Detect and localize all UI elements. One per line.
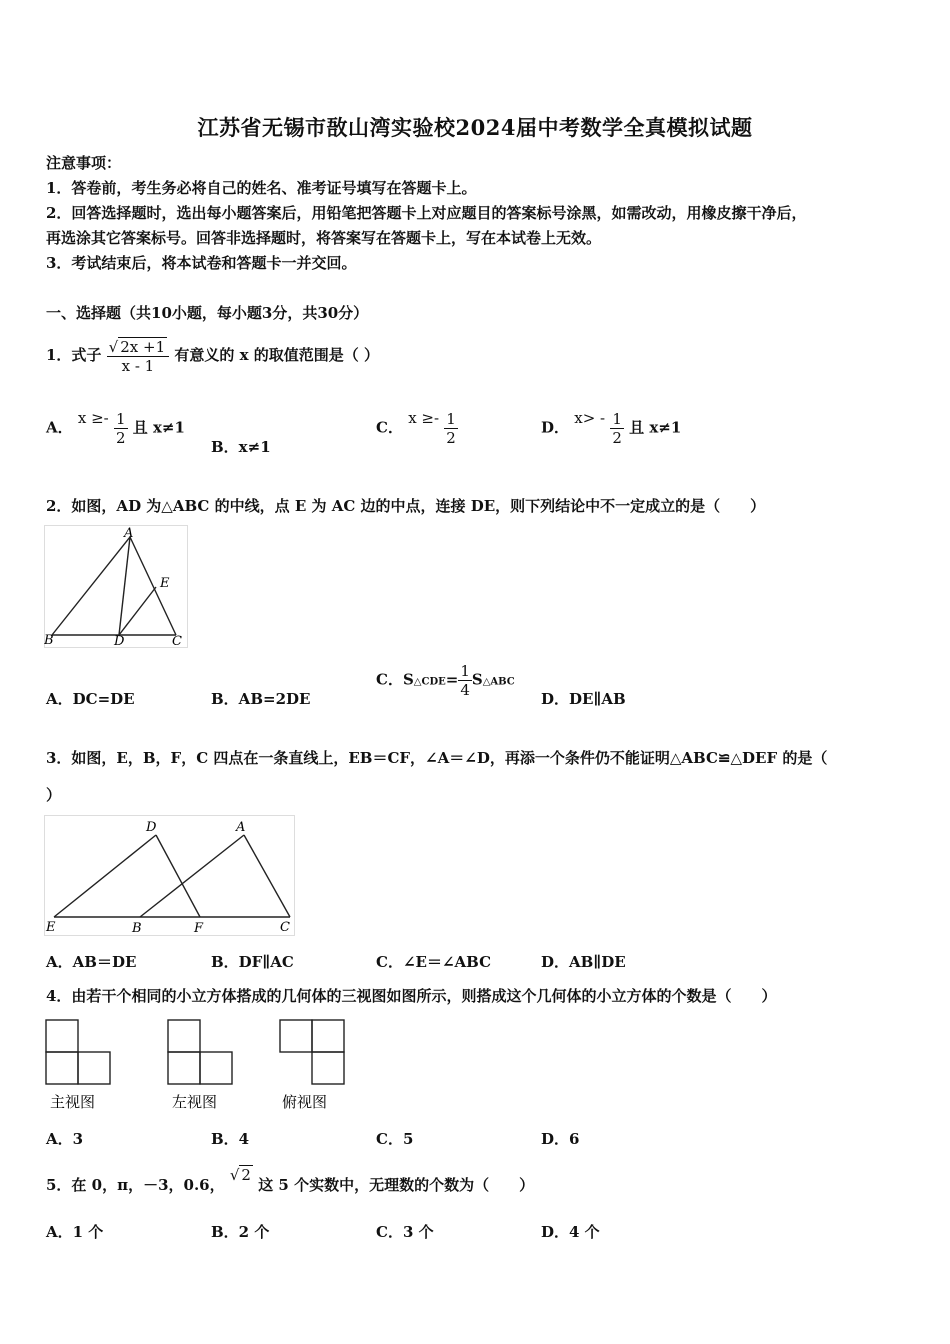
q2-option-a[interactable]: A．DC=DE xyxy=(46,690,135,708)
q5-option-b[interactable]: B．2 个 xyxy=(211,1223,270,1241)
q4-front-view xyxy=(44,1018,114,1112)
question-3-line-2: ） xyxy=(46,786,62,804)
q3-label-d: D xyxy=(146,820,157,835)
q2-label-d: D xyxy=(114,634,125,649)
notice-line-2a: 2．回答选择题时，选出每小题答案后，用铅笔把答题卡上对应题目的答案标号涂黑，如需改动，用橡皮擦干净后， xyxy=(46,204,807,222)
q2-option-b[interactable]: B．AB=2DE xyxy=(211,690,311,708)
q1-c-lhs: x ≥- xyxy=(408,408,440,427)
q2-label-e: E xyxy=(160,576,170,591)
q4-option-a[interactable]: A．3 xyxy=(46,1130,84,1148)
q3-label-f: F xyxy=(194,921,204,936)
q1-d-frac: $\frac{1}{2}$ xyxy=(612,410,622,447)
q1-prefix: 1．式子 xyxy=(46,346,102,364)
q4-view-3-label: 俯视图 xyxy=(282,1093,328,1111)
q5-option-d[interactable]: D．4 个 xyxy=(541,1223,600,1241)
notice-line-3: 3．考试结束后，将本试卷和答题卡一并交回。 xyxy=(46,254,357,272)
notice-line-2b: 再选涂其它答案标号。回答非选择题时，将答案写在答题卡上，写在本试卷上无效。 xyxy=(46,229,602,247)
q2-label-b: B xyxy=(44,633,54,648)
q4-left-view xyxy=(166,1018,236,1112)
q2-c-sub2: △ABC xyxy=(482,676,515,688)
q1-denominator: x - 1 xyxy=(121,357,155,375)
question-5 xyxy=(46,1166,535,1195)
q2-c-s2: S xyxy=(471,670,483,689)
q2-triangle-figure xyxy=(44,525,189,650)
q2-option-c[interactable] xyxy=(376,662,515,699)
q1-fraction: $\frac{√ 2x +1}{x - 1}$ xyxy=(107,337,169,375)
q4-top-view xyxy=(278,1018,348,1112)
q2-c-eq: = xyxy=(445,670,459,689)
q1-option-c[interactable] xyxy=(376,410,458,447)
q1-c-label: C． xyxy=(376,418,403,437)
q3-label-b: B xyxy=(132,921,142,936)
q3-option-d[interactable]: D．AB∥DE xyxy=(541,953,626,971)
q5-sqrt: √ 2 xyxy=(229,1166,251,1184)
q1-option-d[interactable] xyxy=(541,410,681,447)
q3-label-e: E xyxy=(46,920,56,935)
q4-option-d[interactable]: D．6 xyxy=(541,1130,580,1148)
q3-option-c[interactable]: C．∠E＝∠ABC xyxy=(376,953,492,971)
q1-option-a[interactable] xyxy=(46,410,185,447)
q3-triangles-figure xyxy=(44,815,296,937)
q2-label-c: C xyxy=(172,634,182,649)
q1-a-frac: $\frac{1}{2}$ xyxy=(115,410,126,447)
q5-prefix: 5．在 0，π，－3，0.6， xyxy=(46,1176,225,1194)
q3-option-b[interactable]: B．DF∥AC xyxy=(211,953,294,971)
q4-view-2-label: 左视图 xyxy=(172,1093,218,1111)
q1-d-lhs: x> - xyxy=(574,408,606,427)
q1-a-lhs: x ≥- xyxy=(77,408,109,427)
q4-option-b[interactable]: B．4 xyxy=(211,1130,250,1148)
q5-sqrt-arg: 2 xyxy=(241,1166,251,1184)
q1-numerator: 2x +1 xyxy=(120,338,166,356)
q1-c-frac: $\frac{1}{2}$ xyxy=(446,410,456,447)
page-title: 江苏省无锡市敔山湾实验校2024届中考数学全真模拟试题 xyxy=(197,115,753,140)
question-3-line-1: 3．如图，E，B，F，C 四点在一条直线上，EB＝CF，∠A＝∠D，再添一个条件仍不能证明△ABC≌△DEF 的是（ xyxy=(46,749,828,767)
notice-heading: 注意事项： xyxy=(46,154,122,172)
q1-d-label: D． xyxy=(541,418,570,437)
q3-label-c: C xyxy=(280,920,290,935)
q2-c-label: C． xyxy=(376,670,403,689)
q5-option-c[interactable]: C．3 个 xyxy=(376,1223,434,1241)
q1-suffix: 有意义的 x 的取值范围是（ ） xyxy=(174,346,379,364)
q5-option-a[interactable]: A．1 个 xyxy=(46,1223,104,1241)
question-2: 2．如图，AD 为△ABC 的中线，点 E 为 AC 边的中点，连接 DE，则下列结论中不一定成立的是（ ） xyxy=(46,497,766,515)
question-1 xyxy=(46,337,379,375)
q2-label-a: A xyxy=(124,526,134,541)
q5-suffix: 这 5 个实数中，无理数的个数为（ ） xyxy=(258,1176,535,1194)
q1-a-label: A． xyxy=(46,418,73,437)
question-4: 4．由若干个相同的小立方体搭成的几何体的三视图如图所示，则搭成这个几何体的小立方体的个数是（ ） xyxy=(46,987,777,1005)
q2-option-d[interactable]: D．DE∥AB xyxy=(541,690,626,708)
q1-d-rhs: 且 x≠1 xyxy=(629,418,682,437)
q3-label-a: A xyxy=(236,820,246,835)
q4-view-1-label: 主视图 xyxy=(50,1093,96,1111)
q2-c-frac: $\frac{1}{4}$ xyxy=(460,662,470,699)
q2-c-sub1: △CDE xyxy=(413,676,446,688)
section-heading: 一、选择题（共10小题，每小题3分，共30分） xyxy=(46,304,369,322)
q3-option-a[interactable]: A．AB＝DE xyxy=(46,953,137,971)
notice-line-1: 1．答卷前，考生务必将自己的姓名、准考证号填写在答题卡上。 xyxy=(46,179,477,197)
q4-option-c[interactable]: C．5 xyxy=(376,1130,414,1148)
q2-c-s1: S xyxy=(402,670,414,689)
q1-option-b[interactable]: B．x≠1 xyxy=(211,438,271,456)
q1-a-rhs: 且 x≠1 xyxy=(132,418,185,437)
